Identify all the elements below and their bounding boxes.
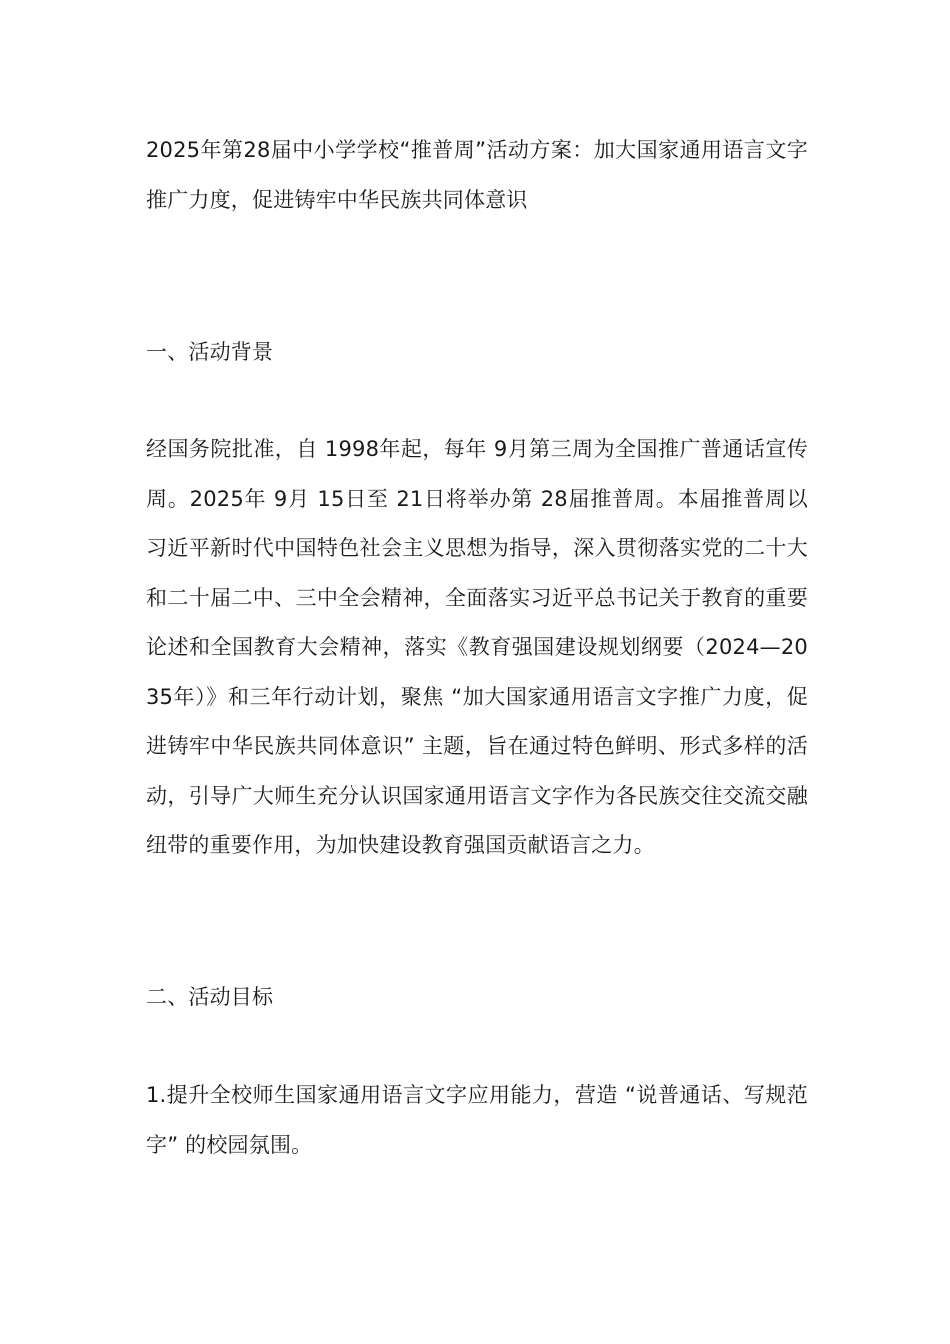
section-heading-goals: 二、活动目标 (146, 985, 274, 1009)
document-title: 2025年第28届中小学学校“推普周”活动方案：加大国家通用语言文字推广力度，促进铸牢中华民族共同体意识 (146, 138, 808, 212)
section-paragraph-goal-1: 1.提升全校师生国家通用语言文字应用能力，营造 “说普通话、写规范字” 的校园氛围。 (146, 1083, 808, 1157)
section-heading-background: 一、活动背景 (146, 340, 274, 364)
section-paragraph-background: 经国务院批准，自 1998年起，每年 9月第三周为全国推广普通话宣传周。2025年 9月 15日至 21日将举办第 28届推普周。本届推普周以习近平新时代中国特色社会主义思想为指导，深入贯彻落实党的二十大和二十届二中、三中全会精神，全面落实习近平总书记关于教育的重要论述和全国教育大会精神，落实《教育强国建设规划纲要（2024—2035年）》和三年行动计划，聚焦 “加大国家通用语言文字推广力度，促进铸牢中华民族共同体意识” 主题，旨在通过特色鲜明、形式多样的活动，引导广大师生充分认识国家通用语言文字作为各民族交往交流交融纽带的重要作用，为加快建设教育强国贡献语言之力。 (146, 437, 808, 857)
